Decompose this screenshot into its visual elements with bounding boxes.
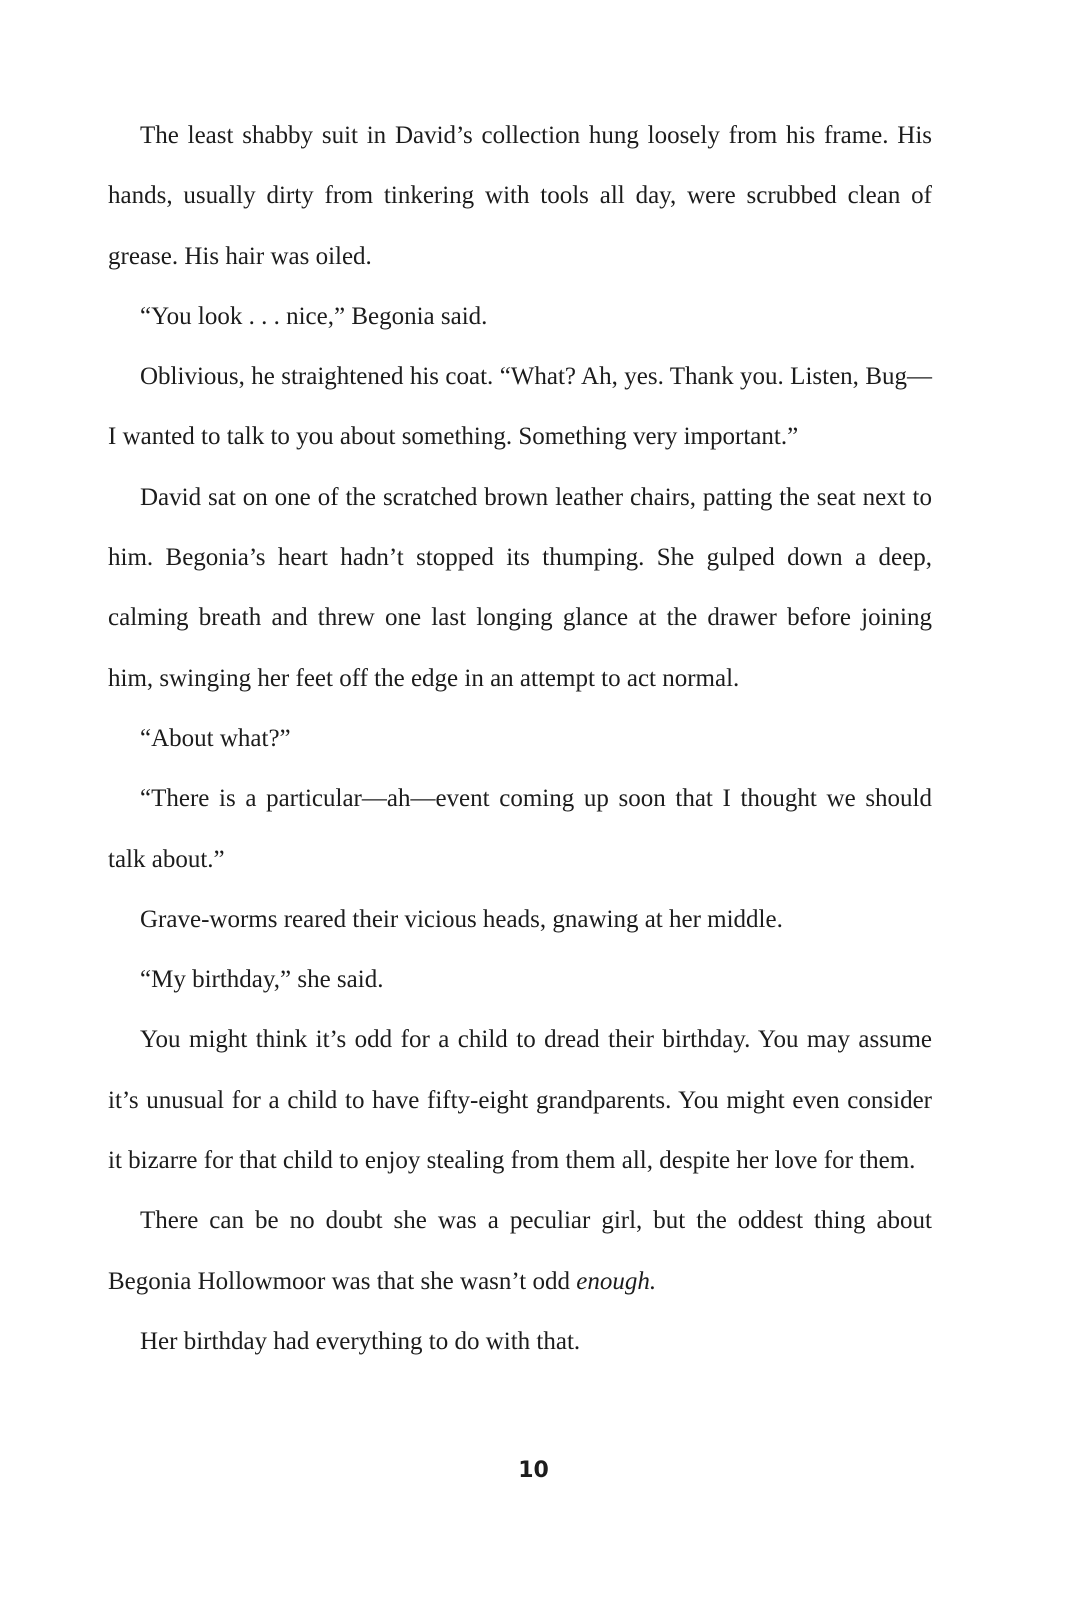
paragraph: “About what?”	[140, 724, 291, 752]
paragraph: David sat on one of the scratched brown leather chairs, patting the seat next to him. Begonia’s heart hadn’t stopped its thumping. She gulped down a deep, calming breath and threw one last longing glance at the drawer before joining him, swinging her feet off the edge in an attempt to act normal.	[108, 483, 932, 692]
emphasized-word: enough.	[576, 1267, 657, 1295]
body-text	[108, 106, 932, 1372]
paragraph: “My birthday,” she said.	[140, 966, 384, 994]
paragraph: Her birthday had everything to do with that.	[140, 1327, 581, 1355]
paragraph: “There is a particular—ah—event coming up soon that I thought we should talk about.”	[108, 785, 932, 873]
page-number: 10	[518, 1458, 549, 1483]
paragraph: “You look . . . nice,” Begonia said.	[140, 302, 488, 330]
paragraph: Oblivious, he straightened his coat. “What? Ah, yes. Thank you. Listen, Bug—I wanted to talk to you about something. Something very important.”	[108, 363, 932, 451]
paragraph-text: There can be no doubt she was a peculiar girl, but the oddest thing about Begonia Hollowmoor was that she wasn’t odd	[108, 1207, 932, 1295]
paragraph: The least shabby suit in David’s collection hung loosely from his frame. His hands, usually dirty from tinkering with tools all day, were scrubbed clean of grease. His hair was oiled.	[108, 122, 932, 270]
paragraph: You might think it’s odd for a child to dread their birthday. You may assume it’s unusual for a child to have fifty-eight grandparents. You might even consider it bizarre for that child to enjoy stealing from them all, despite her love for them.	[108, 1026, 932, 1175]
paragraph: Grave-worms reared their vicious heads, gnawing at her middle.	[140, 905, 783, 933]
paragraph	[108, 1191, 932, 1312]
